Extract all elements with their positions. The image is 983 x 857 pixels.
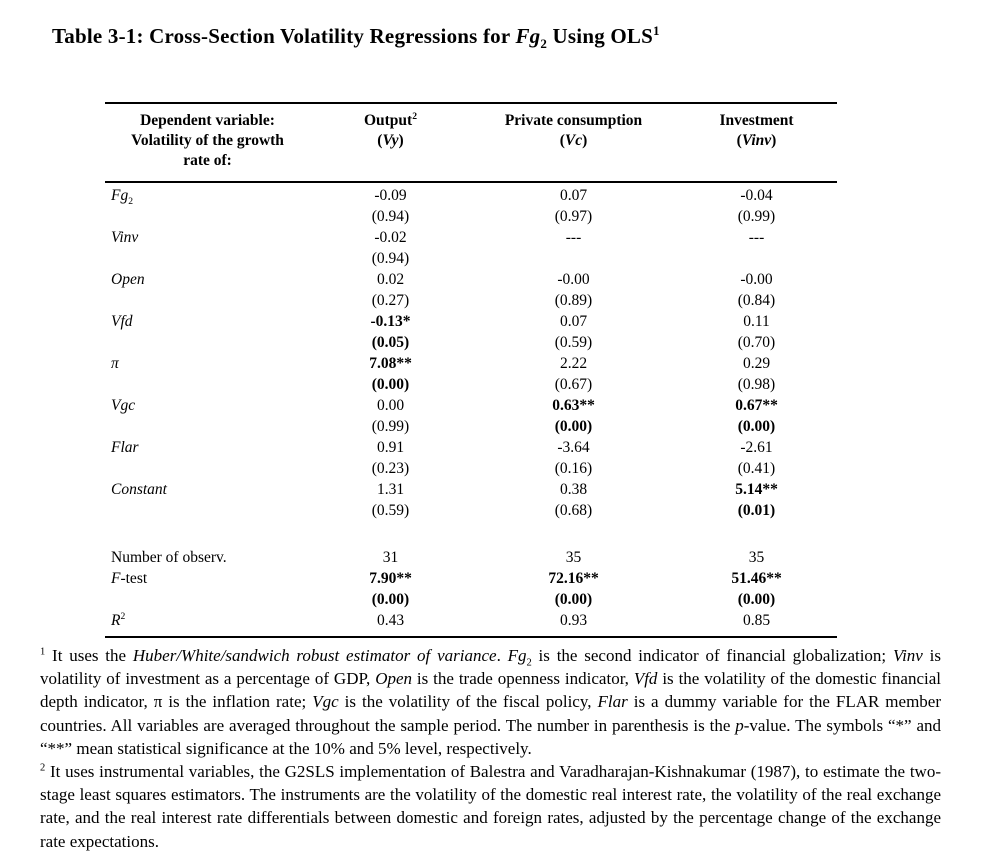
column-header-output: Output$^2$ (Vy) (310, 103, 471, 182)
row-label-f-test: F-test (111, 570, 148, 587)
statistics-rows (105, 521, 837, 637)
row-label-vgc: Vgc (111, 397, 136, 414)
cell-open-col2: -0.00 (0.89) (554, 271, 593, 309)
footnote-2: $^2$ It uses instrumental variables, the G2SLS implementation of Balestra and Varadharajan-Kishnakumar (1987), to estimate the two-stage least squares estimators. The instruments are the volatility of the domestic real interest rate, the volatility of the real exchange rate, and the real interest rate differentials between domestic and foreign rates, adjusted by the percentage change of the exchange rate expectations. (40, 762, 941, 851)
table-row-n-observ (105, 521, 837, 568)
cell-fg2-col2: 0.07 (0.97) (554, 187, 593, 225)
column-header-private-consumption: Private consumption (Vc) (471, 103, 676, 182)
cell-flar-col2: -3.64 (0.16) (554, 439, 593, 477)
row-label-vfd: Vfd (111, 313, 133, 330)
table-header (105, 103, 837, 182)
cell-n-observ-col2: 35 (565, 549, 582, 566)
row-label-constant: Constant (111, 481, 167, 498)
cell-constant-col3: 5.14** (0.01) (735, 481, 778, 519)
row-label-flar: Flar (111, 439, 139, 456)
table-row-flar (105, 437, 837, 479)
cell-vinv-col2: --- (565, 229, 582, 246)
footnotes (40, 644, 941, 853)
cell-vinv-col3: --- (748, 229, 765, 246)
cell-vfd-col1: -0.13* (0.05) (370, 313, 411, 351)
cell-r-squared-col2: 0.93 (559, 612, 588, 629)
table-row-fg2 (105, 182, 837, 227)
row-label-r-squared: $R^2$ (111, 610, 126, 629)
cell-fg2-col3: -0.04 (0.99) (737, 187, 776, 225)
cell-f-test-col1: 7.90** (0.00) (369, 570, 412, 608)
column-header-dependent-variable: Dependent variable: Volatility of the growth rate of: (105, 103, 310, 182)
table-title: Table 3-1: Cross-Section Volatility Regressions for $Fg_2$ Using OLS$^1$ (52, 23, 660, 52)
cell-n-observ-col3: 35 (748, 549, 765, 566)
coefficient-rows (105, 182, 837, 521)
cell-f-test-col3: 51.46** (0.00) (731, 570, 782, 608)
table-row-f-test (105, 568, 837, 610)
cell-vgc-col1: 0.00 (0.99) (371, 397, 410, 435)
cell-constant-col2: 0.38 (0.68) (554, 481, 593, 519)
row-label-fg2: $Fg_2$ (111, 187, 134, 208)
row-label-open: Open (111, 271, 145, 288)
table-row-constant (105, 479, 837, 521)
column-header-investment: Investment (Vinv) (676, 103, 837, 182)
cell-flar-col3: -2.61 (0.41) (737, 439, 776, 477)
table-row-vgc (105, 395, 837, 437)
row-label-n-observ: Number of observ. (111, 549, 227, 566)
cell-flar-col1: 0.91 (0.23) (371, 439, 410, 477)
cell-r-squared-col1: 0.43 (376, 612, 405, 629)
row-label-pi: π (111, 355, 119, 372)
cell-r-squared-col3: 0.85 (742, 612, 771, 629)
regression-table (105, 102, 837, 638)
footnote-1: $^1$ It uses the Huber/White/sandwich robust estimator of variance. $Fg_2$ is the second indicator of financial globalization; Vinv is volatility of investment as a percentage of GDP, Open is the trade openness indicator, Vfd is the volatility of the domestic financial depth indicator, π is the inflation rate; Vgc is the volatility of the fiscal policy, Flar is a dummy variable for the FLAR member countries. All variables are averaged throughout the sample period. The number in parenthesis is the p-value. The symbols “*” and “**” mean statistical significance at the 10% and 5% level, respectively. (40, 646, 942, 758)
row-label-vinv: Vinv (111, 229, 139, 246)
cell-open-col3: -0.00 (0.84) (737, 271, 776, 309)
cell-vinv-col1: -0.02 (0.94) (371, 229, 410, 267)
cell-fg2-col1: -0.09 (0.94) (371, 187, 410, 225)
cell-pi-col2: 2.22 (0.67) (554, 355, 593, 393)
table-row-vfd (105, 311, 837, 353)
table-row-vinv (105, 227, 837, 269)
cell-constant-col1: 1.31 (0.59) (371, 481, 410, 519)
cell-vgc-col2: 0.63** (0.00) (552, 397, 595, 435)
cell-n-observ-col1: 31 (382, 549, 399, 566)
cell-vgc-col3: 0.67** (0.00) (735, 397, 778, 435)
cell-vfd-col3: 0.11 (0.70) (737, 313, 776, 351)
table-row-pi (105, 353, 837, 395)
cell-open-col1: 0.02 (0.27) (371, 271, 410, 309)
cell-pi-col1: 7.08** (0.00) (369, 355, 412, 393)
cell-pi-col3: 0.29 (0.98) (737, 355, 776, 393)
table-row-open (105, 269, 837, 311)
table-header-row (105, 103, 837, 182)
cell-f-test-col2: 72.16** (0.00) (548, 570, 599, 608)
table-row-r-squared (105, 610, 837, 637)
cell-vfd-col2: 0.07 (0.59) (554, 313, 593, 351)
